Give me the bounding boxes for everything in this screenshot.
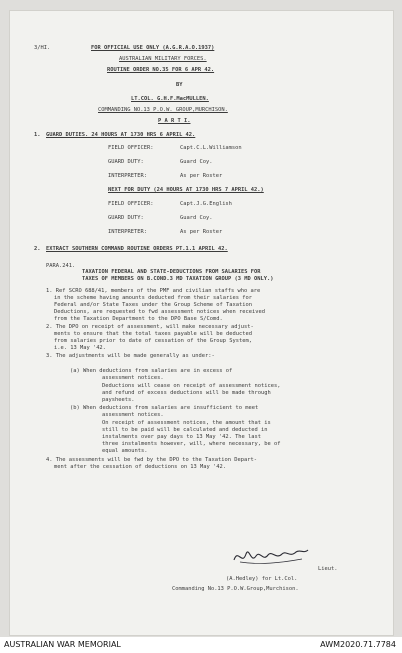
- item-1-line: from the Taxation Department to the DPO Base S/Comd.: [54, 316, 223, 322]
- item-2-line: ments to ensure that the total taxes payable will be deducted: [54, 331, 252, 337]
- duty-label: FIELD OFFICER:: [108, 145, 154, 151]
- item-3a-line: paysheets.: [102, 397, 135, 403]
- item-1-line: 1. Ref SCRO 688/41, members of the PMF and civilian staffs who are: [46, 288, 261, 294]
- item-1-line: in the scheme having amounts deducted from their salaries for: [54, 295, 252, 301]
- item-3b-line: (b) When deductions from salaries are insufficient to meet: [70, 405, 259, 411]
- para-title-line: TAXES OF MEMBERS ON B.COND.3 MD TAXATION GROUP (3 MD ONLY.): [82, 276, 274, 282]
- item-3b-line: three instalments however, will, where necessary, be of: [102, 441, 281, 447]
- item-3a-line: assessment notices.: [102, 375, 164, 381]
- duty-label: GUARD DUTY:: [108, 159, 144, 165]
- duty-value: Capt.C.L.Williamson: [180, 145, 242, 151]
- item-1-line: Federal and/or State Taxes under the Group Scheme of Taxation: [54, 302, 252, 308]
- item-3b-line: instalments over pay days to 13 May '42. The last: [102, 434, 262, 440]
- footer-accession-number: AWM2020.71.7784: [320, 640, 396, 649]
- signature-line: (A.Hedley) for Lt.Col.: [226, 576, 298, 582]
- next-duty-heading: NEXT FOR DUTY (24 HOURS AT 1730 HRS 7 APRIL 42.): [108, 187, 264, 193]
- header-line-commander: LT.COL. G.H.F.MacMULLEN.: [131, 96, 209, 102]
- handwritten-signature: [230, 540, 310, 574]
- header-line-routine-order: ROUTINE ORDER NO.35 FOR 6 APR 42.: [107, 67, 215, 73]
- item-3b-line: still to be paid will be calculated and deducted in: [102, 427, 268, 433]
- header-line-amf: AUSTRALIAN MILITARY FORCES.: [119, 56, 207, 62]
- item-3b-line: assessment notices.: [102, 412, 164, 418]
- item-3-lead: 3. The adjustments will be made generally as under:-: [46, 353, 215, 359]
- signature-rank: Lieut.: [318, 566, 338, 572]
- duty-label: INTERPRETER:: [108, 229, 147, 235]
- item-3b-line: equal amounts.: [102, 448, 148, 454]
- item-4-line: 4. The assessments will be fwd by the DPO to the Taxation Depart-: [46, 457, 257, 463]
- document-ref: 3/HI.: [34, 45, 51, 51]
- signature-title: Commanding No.13 P.O.W.Group,Murchison.: [172, 586, 299, 592]
- item-3a-line: (a) When deductions from salaries are in excess of: [70, 368, 233, 374]
- section-1-number: 1.: [34, 132, 41, 138]
- section-2-number: 2.: [34, 246, 41, 252]
- para-title-line: TAXATION FEDERAL AND STATE-DEDUCTIONS FROM SALARIES FOR: [82, 269, 261, 275]
- duty-label: INTERPRETER:: [108, 173, 147, 179]
- part-heading: P A R T I.: [158, 118, 191, 124]
- item-3a-line: Deductions will cease on receipt of assessment notices,: [102, 383, 281, 389]
- duty-label: GUARD DUTY:: [108, 215, 144, 221]
- duty-value: As per Roster: [180, 229, 223, 235]
- para-ref: PARA.241.: [46, 263, 76, 269]
- document-page: [9, 10, 394, 636]
- item-1-line: Deductions, are requested to fwd assessment notices when received: [54, 309, 265, 315]
- item-2-line: i.e. 13 May '42.: [54, 345, 106, 351]
- duty-value: Guard Coy.: [180, 159, 213, 165]
- item-4-line: ment after the cessation of deductions on 13 May '42.: [54, 464, 227, 470]
- duty-value: Capt.J.G.English: [180, 201, 232, 207]
- section-2-heading: EXTRACT SOUTHERN COMMAND ROUTINE ORDERS PT.1.1 APRIL 42.: [46, 246, 228, 252]
- item-3a-line: and refund of excess deductions will be made through: [102, 390, 271, 396]
- duty-value: As per Roster: [180, 173, 223, 179]
- item-2-line: from salaries prior to date of cessation of the Group System,: [54, 338, 252, 344]
- header-line-official-use: FOR OFFICIAL USE ONLY (A.G.R.A.O.1937): [91, 45, 215, 51]
- footer-bar: [0, 637, 402, 653]
- item-3b-line: On receipt of assessment notices, the amount that is: [102, 420, 271, 426]
- duty-label: FIELD OFFICER:: [108, 201, 154, 207]
- footer-institution: AUSTRALIAN WAR MEMORIAL: [4, 640, 121, 649]
- header-line-by: BY: [176, 82, 183, 88]
- duty-value: Guard Coy.: [180, 215, 213, 221]
- item-2-line: 2. The DPO on receipt of assessment, will make necessary adjust-: [46, 324, 254, 330]
- header-line-group: COMMANDING NO.13 P.O.W. GROUP,MURCHISON.: [98, 107, 228, 113]
- section-1-heading: GUARD DUTIES. 24 HOURS AT 1730 HRS 6 APRIL 42.: [46, 132, 196, 138]
